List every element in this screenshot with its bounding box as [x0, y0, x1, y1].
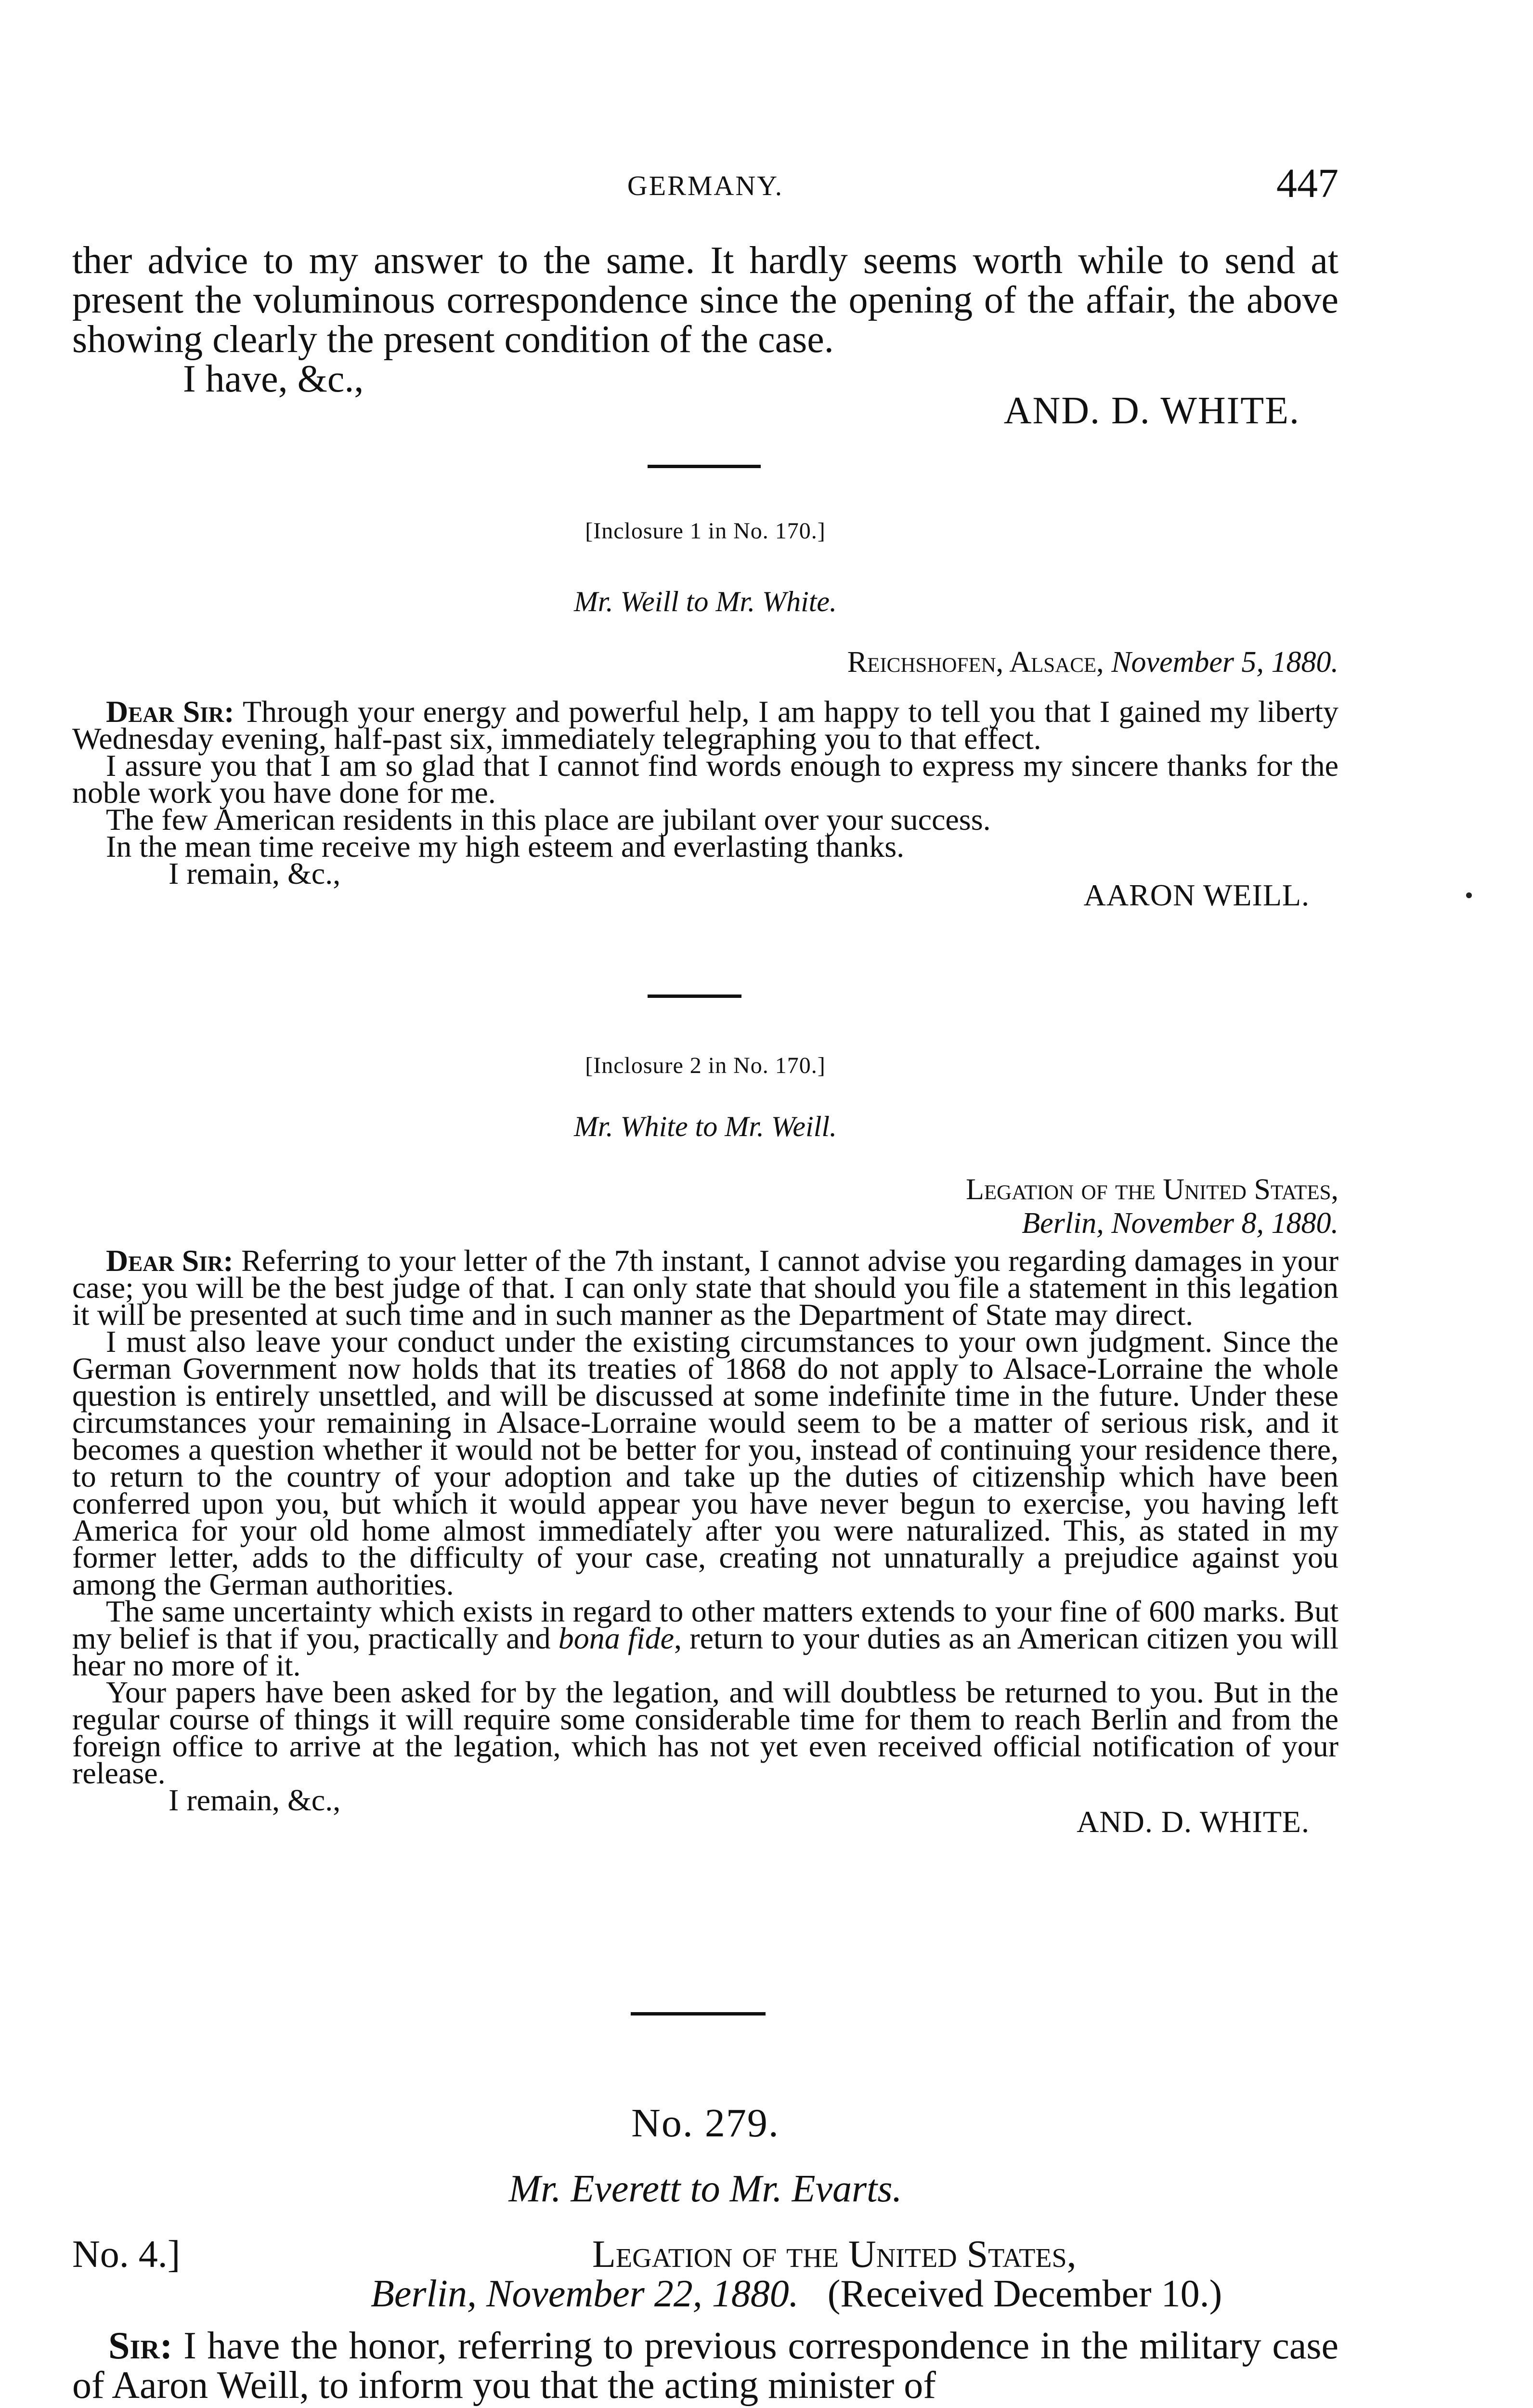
signature: AND. D. WHITE. [1003, 390, 1300, 432]
received-note: (Received December 10.) [827, 2273, 1222, 2315]
signature: AARON WEILL. [1083, 878, 1310, 912]
section-divider [631, 2012, 766, 2015]
signature: AND. D. WHITE. [1077, 1805, 1310, 1839]
inclosure-2-label: [Inclosure 2 in No. 170.] [585, 1053, 826, 1078]
section-divider [648, 465, 761, 468]
dispatch-dateline [72, 2274, 1338, 2314]
paragraph [72, 2326, 1338, 2405]
paragraph: Your papers have been asked for by the legation, and will doubtless be returned to you. But in the regular course of things it will require some considerable time for them to reach Berlin and from the foreign office to arrive at the legation, which has not yet even received official notification of your release. [72, 1675, 1338, 1790]
dispatch-number: No. 4.] [72, 2233, 181, 2276]
page-header [72, 159, 1338, 212]
closing-line: I remain, &c., [169, 856, 341, 890]
document-title: Mr. Everett to Mr. Evarts. [508, 2168, 902, 2210]
print-speck [1466, 892, 1472, 898]
dispatch-heading [72, 2235, 1338, 2274]
dispatch-body [72, 2326, 1338, 2405]
paragraph: In the mean time receive my high esteem and everlasting thanks. [106, 829, 905, 864]
page-number: 447 [1276, 160, 1338, 206]
salutation: Sir: [108, 2325, 173, 2367]
paragraph-text: I have the honor, referring to previous correspondence in the military case of Aaron Weill, to inform you that the acting minister of [72, 2325, 1339, 2407]
paragraph [72, 694, 1339, 756]
inclosure-2-body [72, 1243, 1339, 1840]
salutation: Dear Sir: [106, 694, 234, 729]
inclosure-2-title: Mr. White to Mr. Weill. [573, 1111, 837, 1142]
document-number: No. 279. [631, 2101, 779, 2146]
paragraph-text-tail: , return to your duties as an American citizen you will hear no more of it. [72, 1621, 1339, 1682]
inclosure-2-date: Berlin, November 8, 1880. [1022, 1207, 1338, 1240]
paragraph: I must also leave your conduct under the existing circumstances to your own judgment. Since the German Government now holds that its treaties of 1868 do not apply to Alsace-Lorraine the whole question is entirely unsettled, and will be discussed at some indefinite time in the future. Under these circumstances your remaining in Alsace-Lorraine would seem to be a matter of serious risk, and it becomes a question whether it would not be better for you, instead of continuing your residence there, to return to the country of your adoption and take up the duties of citizenship which have been conferred upon you, but which it would appear you have never begun to exercise, you having left America for your old home almost immediately after you were naturalized. This, as stated in my former letter, adds to the difficulty of your case, creating not unnaturally a prejudice against you among the German authorities. [72, 1324, 1338, 1601]
continuation-paragraph: ther advice to my answer to the same. It hardly seems worth while to send at present the voluminous correspondence since the opening of the affair, the above showing clearly the present condition of the case. [72, 239, 1338, 361]
closing-line: I remain, &c., [169, 1783, 341, 1817]
salutation: Dear Sir: [106, 1243, 234, 1278]
inclosure-1-dateline [72, 645, 1367, 680]
paragraph-text: Referring to your letter of the 7th instant, I cannot advise you regarding damages in your case; you will be the best judge of that. I can only state that should you file a statement in this legation it will be presented at such time and in such manner as the Department of State may direct. [72, 1243, 1338, 1332]
inclosure-1-place: Reichshofen, Alsace, [847, 646, 1104, 679]
italic-phrase: bona fide [558, 1621, 675, 1655]
closing-line: I have, &c., [183, 358, 364, 400]
continuation-section [72, 241, 1338, 433]
section-divider [648, 995, 741, 998]
paragraph-text: The same uncertainty which exists in regard to other matters extends to your fine of 600 marks. But my belief is that if you, practically and [72, 1594, 1338, 1655]
inclosure-2-place [72, 1173, 1367, 1207]
paragraph: The few American residents in this place are jubilant over your success. [106, 802, 991, 837]
legation-line: Legation of the United States, [966, 1173, 1338, 1206]
inclosure-1-title: Mr. Weill to Mr. White. [573, 586, 837, 617]
legation-line: Legation of the United States, [592, 2233, 1077, 2276]
paragraph-text: Through your energy and powerful help, I am happy to tell you that I gained my liberty Wednesday evening, half-past six, immediately telegraphing you to that effect. [72, 694, 1339, 756]
inclosure-1-label: [Inclosure 1 in No. 170.] [585, 518, 826, 544]
inclosure-1-date: November 5, 1880. [1111, 646, 1338, 679]
paragraph [72, 1594, 1339, 1682]
running-head: GERMANY. [627, 170, 784, 201]
paragraph [72, 1243, 1338, 1332]
dispatch-date: Berlin, November 22, 1880. [371, 2273, 799, 2315]
inclosure-1-body [72, 694, 1339, 913]
paragraph: I assure you that I am so glad that I cannot find words enough to express my sincere thanks for the noble work you have done for me. [72, 748, 1338, 810]
